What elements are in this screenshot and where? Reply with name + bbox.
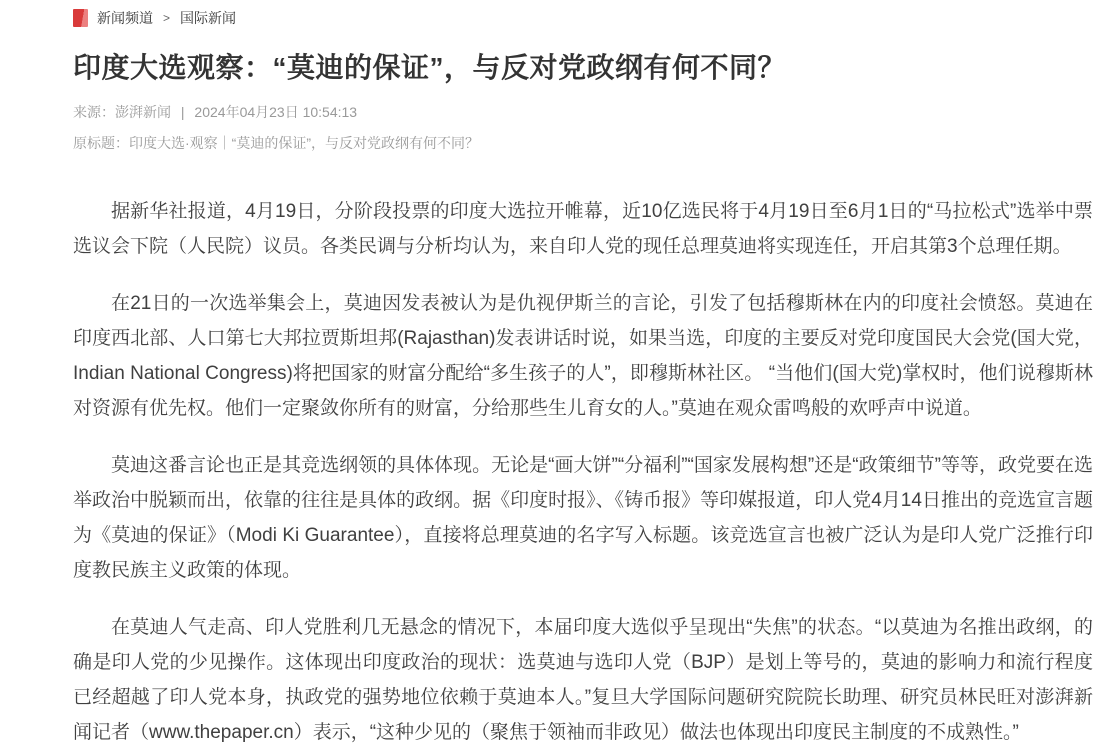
- article-paragraph: 在莫迪人气走高、印人党胜利几无悬念的情况下，本届印度大选似乎呈现出“失焦”的状态。“以莫迪为名推出政纲，的确是印人党的少见操作。这体现出印度政治的现状：选莫迪与选印人党（BJP）是划上等号的，莫迪的影响力和流行程度已经超越了印人党本身，执政党的强势地位依赖于莫迪本人。”复旦大学国际问题研究院院长助理、研究员林民旺对澎湃新闻记者（www.thepaper.cn）表示，“这种少见的（聚焦于领袖而非政见）做法也体现出印度民主制度的不成熟性。”: [73, 617, 1093, 743]
- news-logo-icon: [73, 9, 88, 27]
- source-label: 来源：澎湃新闻: [73, 104, 171, 120]
- breadcrumb-separator: >: [163, 11, 171, 25]
- article-meta: [73, 104, 1093, 120]
- article-body: [73, 194, 1093, 750]
- breadcrumb-channel-link[interactable]: 新闻频道: [97, 10, 153, 26]
- article-title: 印度大选观察：“莫迪的保证”，与反对党政纲有何不同？: [73, 52, 787, 83]
- article-paragraph: 据新华社报道，4月19日，分阶段投票的印度大选拉开帷幕，近10亿选民将于4月19日至6月1日的“马拉松式”选举中票选议会下院（人民院）议员。各类民调与分析均认为，来自印人党的现任总理莫迪将实现连任，开启其第3个总理任期。: [73, 201, 1093, 257]
- meta-divider: |: [180, 104, 185, 120]
- breadcrumb: [73, 0, 1093, 29]
- publish-time: 2024年04月23日 10:54:13: [194, 104, 358, 120]
- original-title: 原标题：印度大选·观察｜“莫迪的保证”，与反对党政纲有何不同？: [73, 135, 479, 151]
- breadcrumb-section-link[interactable]: 国际新闻: [180, 10, 237, 26]
- article-paragraph: 莫迪这番言论也正是其竞选纲领的具体体现。无论是“画大饼”“分福利”“国家发展构想”还是“政策细节”等等，政党要在选举政治中脱颖而出，依靠的往往是具体的政纲。据《印度时报》、《铸币报》等印媒报道，印人党4月14日推出的竞选宣言题为《莫迪的保证》（Modi Ki Guarantee），直接将总理莫迪的名字写入标题。该竞选宣言也被广泛认为是印人党广泛推行印度教民族主义政策的体现。: [73, 455, 1093, 581]
- article-paragraph: 在21日的一次选举集会上，莫迪因发表被认为是仇视伊斯兰的言论，引发了包括穆斯林在内的印度社会愤怒。莫迪在印度西北部、人口第七大邦拉贾斯坦邦(Rajasthan)发表讲话时说，如果当选，印度的主要反对党印度国民大会党(国大党，Indian National Congress)将把国家的财富分配给“多生孩子的人”，即穆斯林社区。 “当他们(国大党)掌权时，他们说穆斯林对资源有优先权。他们一定聚敛你所有的财富，分给那些生儿育女的人。”莫迪在观众雷鸣般的欢呼声中说道。: [73, 293, 1093, 419]
